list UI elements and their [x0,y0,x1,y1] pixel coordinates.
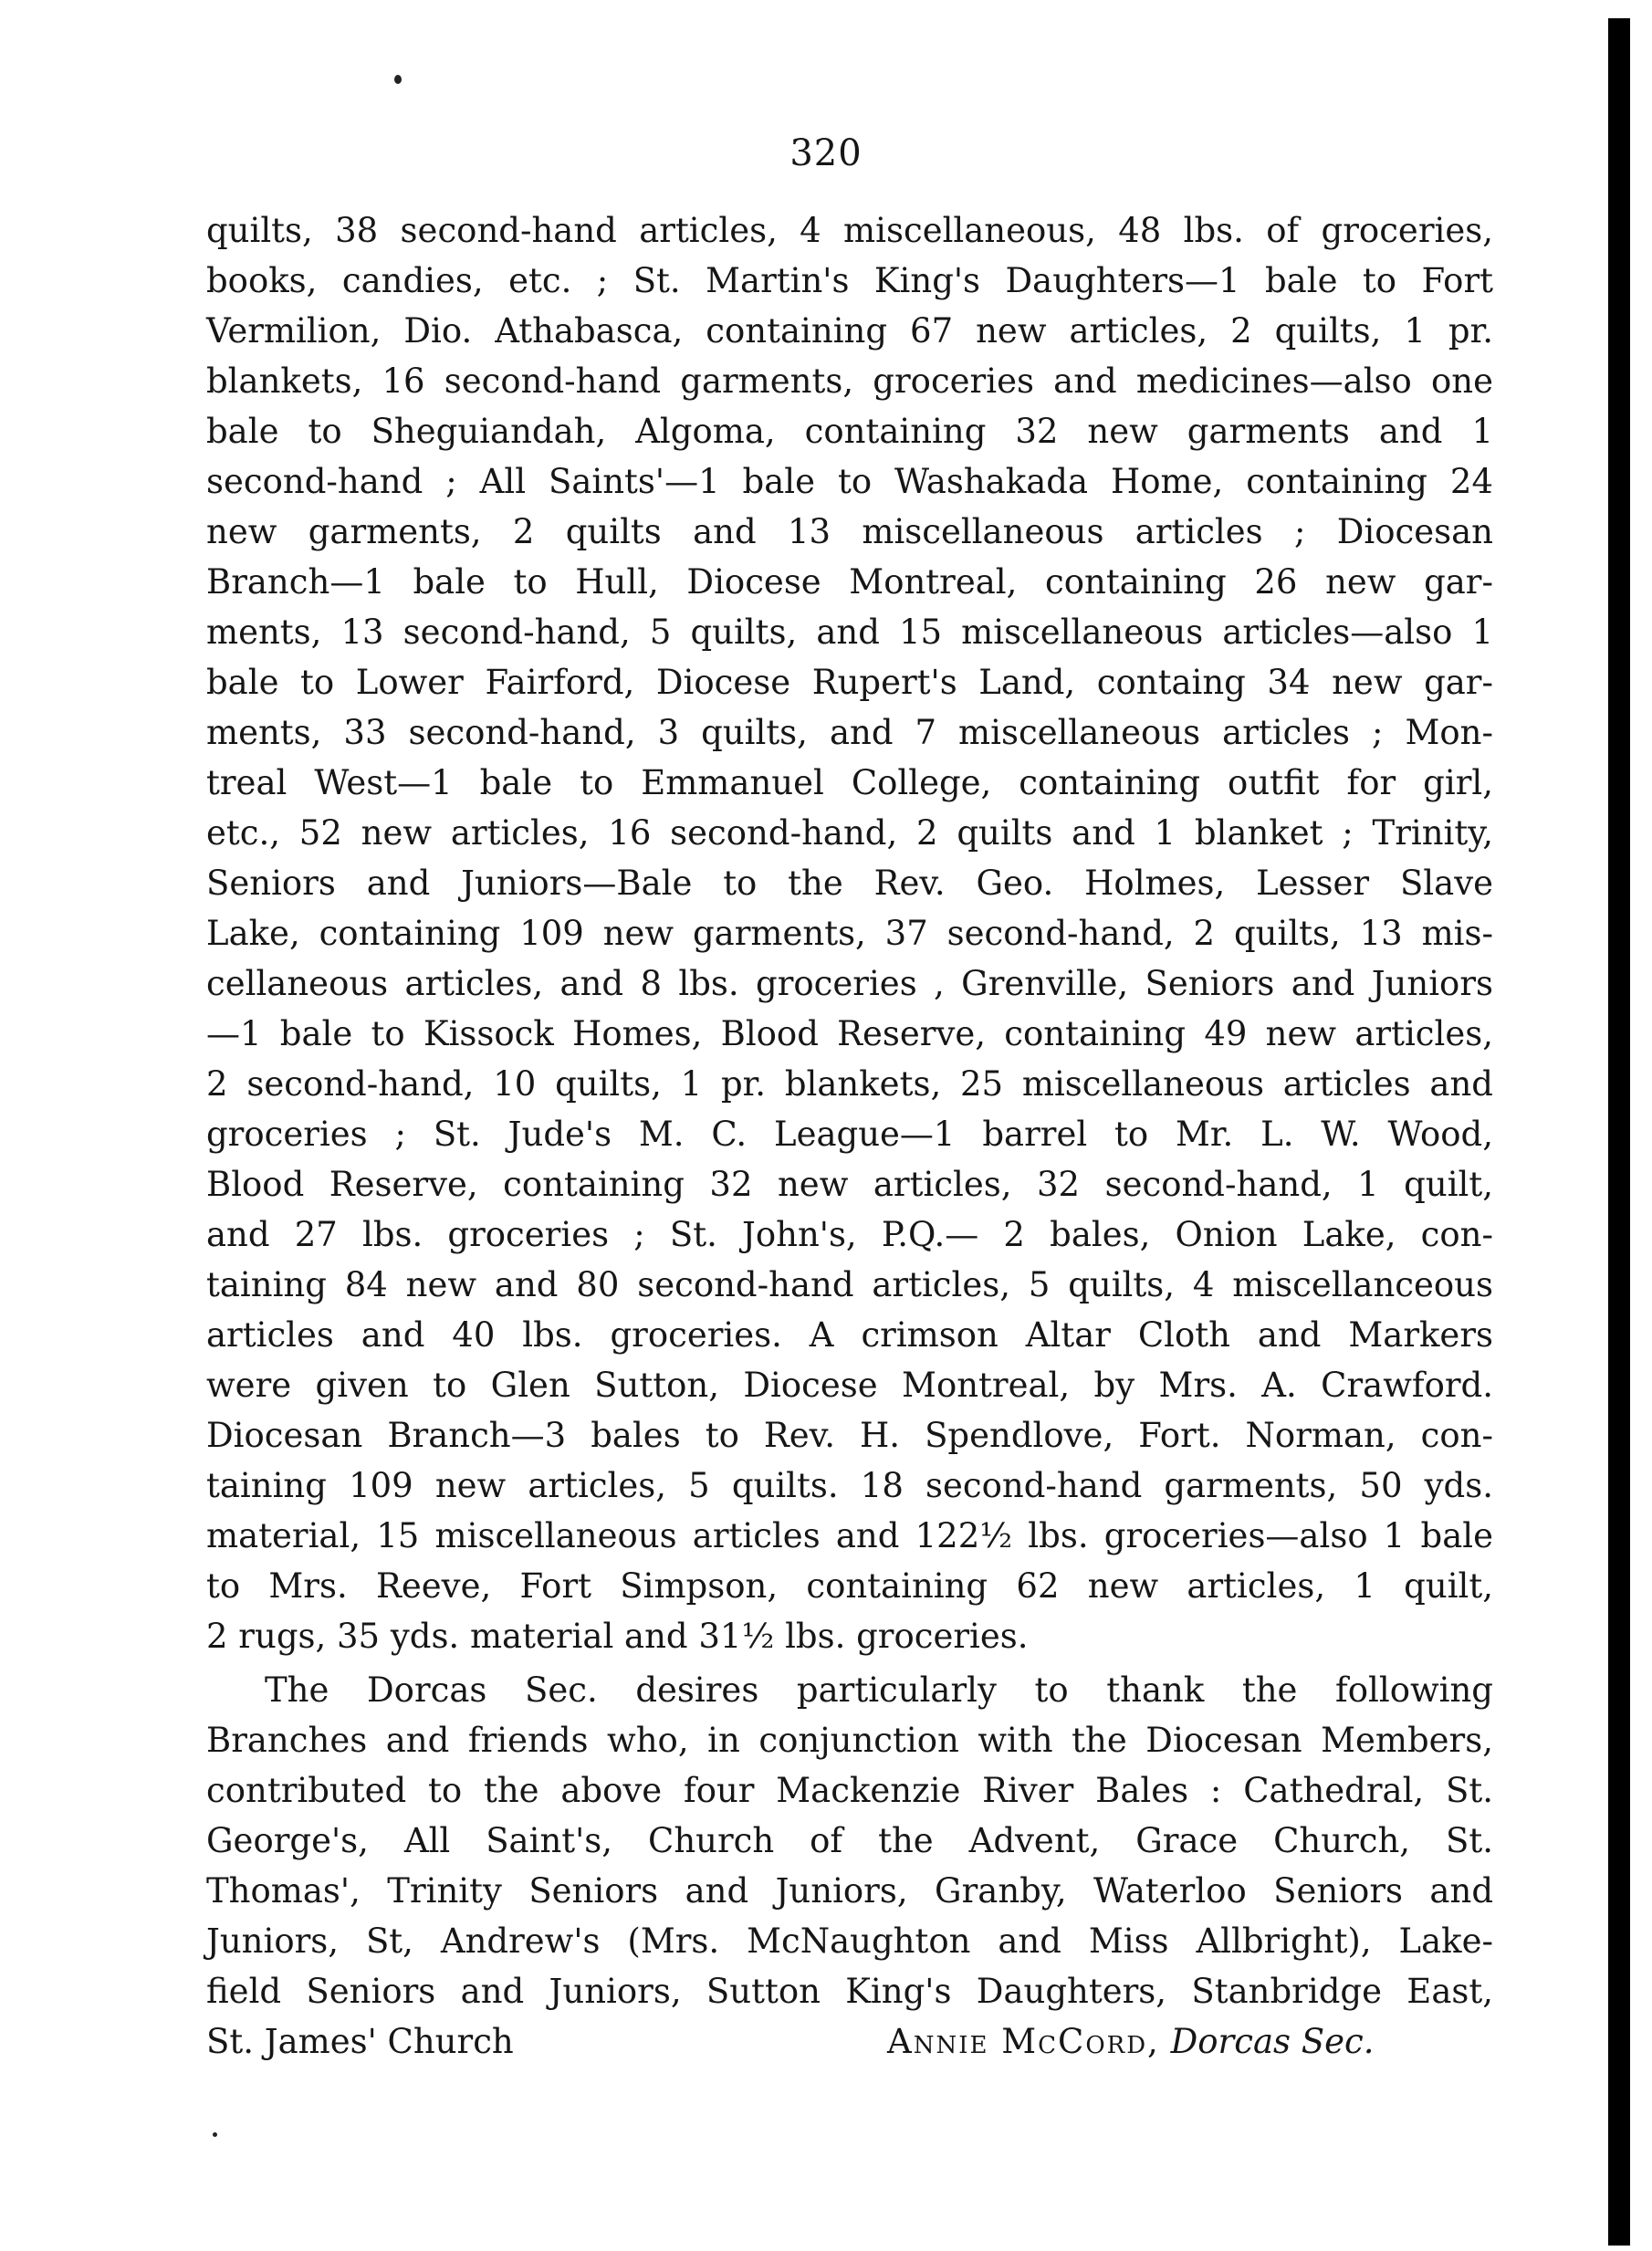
text-line: George's, All Saint's, Church of the Advent, Grace Church, St. [206,1821,1493,1860]
text-line: were given to Glen Sutton, Diocese Montreal, by Mrs. A. Crawford. [206,1366,1493,1405]
text-line: groceries ; St. Jude's M. C. League—1 barrel to Mr. L. W. Wood, [206,1115,1493,1154]
text-line: —1 bale to Kissock Homes, Blood Reserve, containing 49 new articles, [206,1014,1493,1053]
text-line: Seniors and Juniors—Bale to the Rev. Geo. Holmes, Lesser Slave [206,864,1493,903]
signature-title: Dorcas Sec. [1170,2022,1375,2061]
text-line: Thomas', Trinity Seniors and Juniors, Granby, Waterloo Seniors and [206,1871,1493,1911]
text-line: material, 15 miscellaneous articles and 122½ lbs. groceries—also 1 bale [206,1516,1493,1555]
text-line: Branches and friends who, in conjunction with the Diocesan Members, [206,1721,1493,1760]
text-line: Blood Reserve, containing 32 new articles, 32 second-hand, 1 quilt, [206,1165,1493,1204]
text-line: articles and 40 lbs. groceries. A crimson Altar Cloth and Markers [206,1315,1493,1355]
text-line: to Mrs. Reeve, Fort Simpson, containing 62 new articles, 1 quilt, [206,1566,1493,1606]
text-line: new garments, 2 quilts and 13 miscellaneous articles ; Diocesan [206,512,1493,551]
text-line: taining 109 new articles, 5 quilts. 18 second-hand garments, 50 yds. [206,1466,1493,1505]
text-line: Branch—1 bale to Hull, Diocese Montreal, containing 26 new gar- [206,562,1493,602]
text-line: ments, 33 second-hand, 3 quilts, and 7 miscellaneous articles ; Mon- [206,713,1493,752]
text-line: second-hand ; All Saints'—1 bale to Washakada Home, containing 24 [206,462,1493,501]
signature-name: Annie McCord, [887,2022,1160,2061]
text-line: quilts, 38 second-hand articles, 4 miscellaneous, 48 lbs. of groceries, [206,211,1493,250]
text-line: blankets, 16 second-hand garments, groceries and medicines—also one [206,361,1493,401]
text-line: bale to Lower Fairford, Diocese Rupert's Land, containg 34 new gar- [206,663,1493,702]
text-line: and 27 lbs. groceries ; St. John's, P.Q.— 2 bales, Onion Lake, con- [206,1215,1493,1254]
text-line: treal West—1 bale to Emmanuel College, containing outfit for girl, [206,763,1493,802]
text-line: taining 84 new and 80 second-hand articles, 5 quilts, 4 miscellanceous [206,1265,1493,1304]
paragraph-donations [206,205,1493,1661]
text-line: cellaneous articles, and 8 lbs. groceries , Grenville, Seniors and Juniors [206,964,1493,1003]
text-line: Lake, containing 109 new garments, 37 second-hand, 2 quilts, 13 mis- [206,914,1493,953]
text-line: ments, 13 second-hand, 5 quilts, and 15 miscellaneous articles—also 1 [206,612,1493,652]
text-line: Vermilion, Dio. Athabasca, containing 67 new articles, 2 quilts, 1 pr. [206,311,1493,351]
text-line: Diocesan Branch—3 bales to Rev. H. Spendlove, Fort. Norman, con- [206,1416,1493,1455]
text-line: books, candies, etc. ; St. Martin's King's Daughters—1 bale to Fort [206,261,1493,300]
scan-speck [394,75,402,84]
scan-border [1608,18,1630,2246]
text-line: 2 second-hand, 10 quilts, 1 pr. blankets, 25 miscellaneous articles and [206,1064,1493,1104]
text-line: field Seniors and Juniors, Sutton King's Daughters, Stanbridge East, [206,1972,1493,2011]
signature [887,2016,1374,2067]
text-line: 2 rugs, 35 yds. material and 31½ lbs. groceries. [206,1617,1029,1656]
text-line: etc., 52 new articles, 16 second-hand, 2 quilts and 1 blanket ; Trinity, [206,813,1493,853]
page-body [206,205,1493,2067]
closing-church: St. James' Church [206,2022,514,2061]
paragraph-thanks [206,1665,1493,2016]
text-line: contributed to the above four Mackenzie River Bales : Cathedral, St. [206,1771,1493,1810]
text-line: bale to Sheguiandah, Algoma, containing 32 new garments and 1 [206,412,1493,451]
closing-line [206,2016,1493,2067]
text-line: The Dorcas Sec. desires particularly to thank the following [265,1670,1493,1710]
page-number: 320 [789,132,863,174]
scan-speck [213,2132,217,2137]
text-line: Juniors, St, Andrew's (Mrs. McNaughton and Miss Allbright), Lake- [206,1921,1493,1961]
